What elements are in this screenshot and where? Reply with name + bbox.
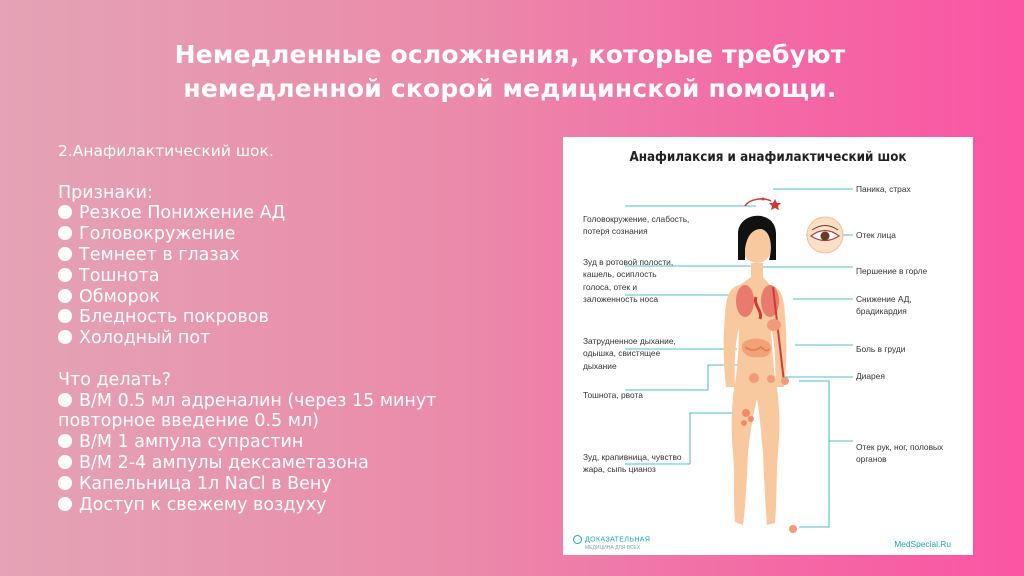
sign-item: Тошнота [58,266,528,287]
bullet-icon [58,309,72,323]
content-text [58,141,528,515]
infographic-title: Анафилаксия и анафилактический шок [629,150,907,165]
signs-heading: Признаки: [58,182,153,203]
logo-icon [573,535,582,544]
action-item: В/М 0.5 мл адреналин (через 15 минут [58,391,528,412]
slide-title [120,38,900,106]
action-item: В/М 2-4 ампулы дексаметазона [58,453,528,474]
dizziness-icon [745,198,781,211]
bullet-icon [58,205,72,219]
bullet-icon [58,476,72,490]
bullet-icon [58,330,72,344]
label-breathing: Затрудненное дыхание, одышка, свистящее дыхание [583,336,676,371]
slide-title-line2: немедленной скорой медицинской помощи. [183,74,837,103]
publisher-logo: ДОКАЗАТЕЛЬНАЯ МЕДИЦИНА ДЛЯ ВСЕХ [573,535,650,552]
human-figure [724,216,797,533]
label-low-bp: Снижение АД, брадикардия [856,294,912,317]
bullet-icon [58,226,72,240]
actions-heading: Что делать? [58,369,172,390]
label-dizziness: Головокружение, слабость, потеря сознания [583,214,690,237]
bullet-icon [58,289,72,303]
sign-item: Головокружение [58,224,528,245]
bullet-icon [58,455,72,469]
action-item: Доступ к свежему воздуху [58,495,528,516]
eye-icon [807,217,843,253]
label-panic: Паника, страх [856,184,911,194]
sign-item: Темнеет в глазах [58,245,528,266]
label-throat: Першение в горле [856,266,928,276]
bullet-icon [58,247,72,261]
sign-item: Обморок [58,287,528,308]
label-limb-edema: Отек рук, ног, половых органов [856,442,944,465]
label-face-edema: Отек лица [856,230,896,240]
action-item: Капельница 1л NaCl в Вену [58,474,528,495]
action-item: В/М 1 ампула супрастин [58,432,528,453]
slide-title-line1: Немедленные осложнения, которые требуют [174,40,846,69]
sign-item: Резкое Понижение АД [58,203,528,224]
bullet-icon [58,393,72,407]
label-diarrhea: Диарея [856,371,885,381]
bullet-icon [58,497,72,511]
section-heading: 2.Анафилактический шок. [58,142,274,160]
source-credit: MedSpecial.Ru [894,539,951,549]
label-nausea: Тошнота, рвота [583,390,643,400]
anaphylaxis-infographic [563,137,973,555]
bullet-icon [58,434,72,448]
label-chest-pain: Боль в груди [856,344,906,354]
label-itching-mouth: Зуд в ротовой полости, кашель, осиплость голоса, отек и заложенность носа [583,257,674,305]
action-item-continued: повторное введение 0.5 мл) [58,411,319,432]
sign-item: Холодный пот [58,328,528,349]
sign-item: Бледность покровов [58,307,528,328]
label-rash: Зуд, крапивница, чувство жара, сыпь цианоз [583,452,682,475]
bullet-icon [58,268,72,282]
